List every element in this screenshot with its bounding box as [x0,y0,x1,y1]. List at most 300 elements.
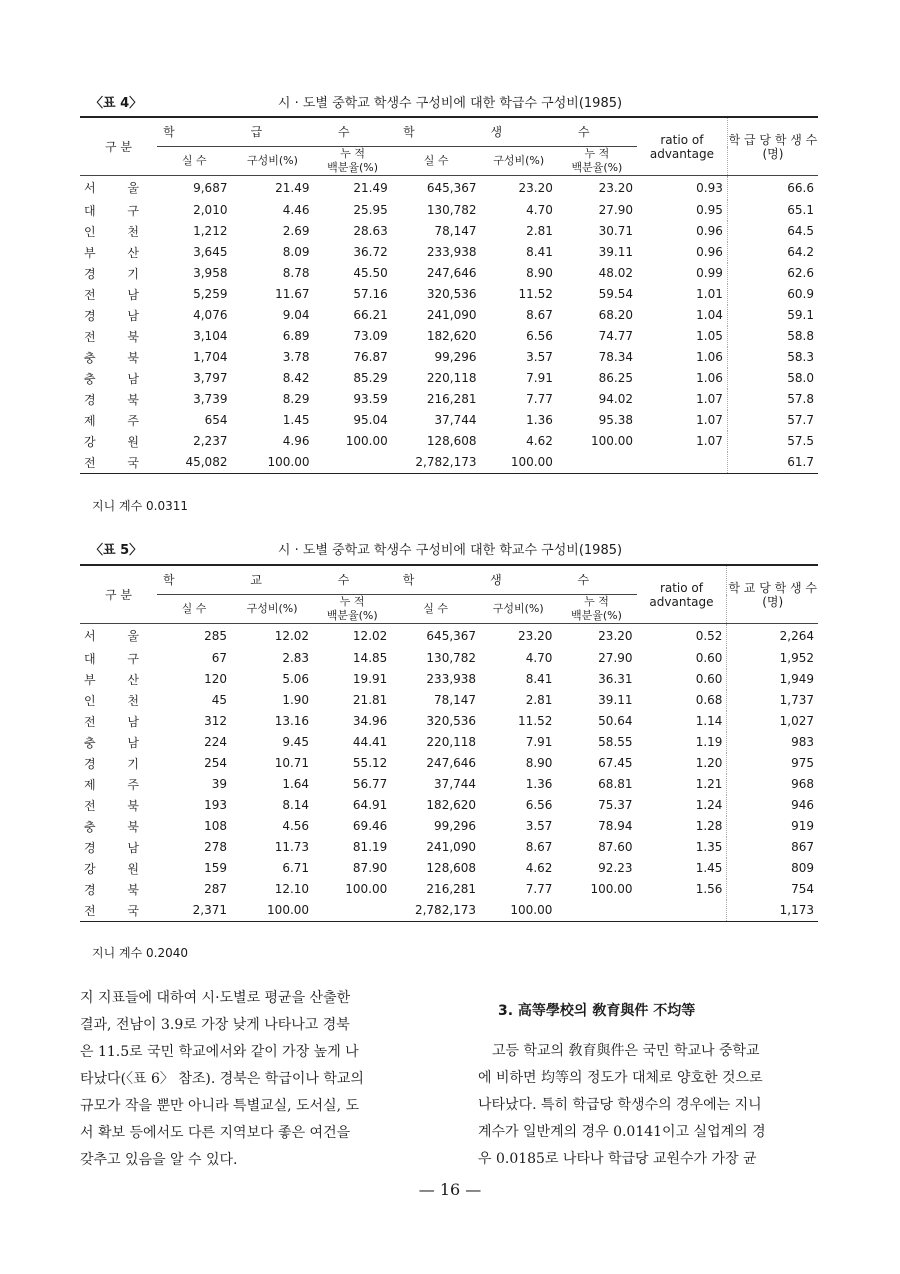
table-cell: 8.78 [282,266,310,280]
table-cell: 4.96 [282,434,310,448]
right-text-line: 고등 학교의 敎育與件은 국민 학교나 중학교 [492,1043,760,1059]
table-cell: 4.62 [526,434,553,448]
table5-sub-cum-schools-bottom: 백분율(%) [326,609,378,622]
table-cell: 1.45 [282,413,310,427]
table-cell: 3,958 [193,266,228,280]
table-cell: 39.11 [598,245,633,259]
table-cell: 75.37 [598,798,633,812]
table5 [80,564,818,922]
table-cell: 2,782,173 [392,452,481,474]
table-cell: 128,608 [426,861,477,875]
table-cell: 2,010 [193,203,228,217]
table5-title: 시 · 도별 중학교 학생수 구성비에 대한 학교수 구성비(1985) [277,543,623,558]
table-cell: 64.2 [727,242,818,263]
table-cell: 21.49 [353,180,388,195]
region-cell: 경 북 [84,392,153,407]
table-cell: 39 [211,777,228,791]
table4-sub-cum-students [557,147,637,176]
table-cell: 287 [204,882,228,896]
table-cell [557,452,637,474]
region-cell: 경 기 [84,266,153,281]
table-cell: 1.01 [696,287,723,301]
table-cell: 8.29 [282,392,310,406]
table-cell: 809 [727,858,818,879]
region-cell: 전 국 [80,452,157,474]
table-cell: 278 [204,840,228,854]
table5-col-gubun: 구 분 [80,565,157,624]
table-cell: 1.24 [695,798,723,812]
table-cell: 7.91 [526,371,553,385]
table-cell: 3,797 [193,371,228,385]
table-cell: 968 [727,774,818,795]
table5-sub-cum-students-top: 누 적 [584,595,609,608]
table5-col-advantage: ratio of advantage [637,565,727,624]
table-cell: 64.91 [352,798,388,812]
table-cell: 7.91 [525,735,553,749]
table-row [80,368,818,389]
table-cell: 8.41 [525,672,553,686]
table-cell: 241,090 [426,308,477,322]
table-cell: 130,782 [426,651,477,665]
table-cell: 1.06 [696,371,723,385]
table-cell: 1,737 [727,690,818,711]
table-cell: 94.02 [598,392,633,406]
table-cell: 1,173 [727,900,818,922]
table-cell: 85.29 [353,371,388,385]
table-cell: 73.09 [353,329,388,343]
table-cell: 975 [727,753,818,774]
table5-sub-count-schools: 실 수 [157,595,231,624]
table-cell: 56.77 [352,777,388,791]
table-cell: 3.57 [525,819,553,833]
table-cell: 48.02 [598,266,633,280]
table-cell: 1,027 [727,711,818,732]
table-cell [556,900,636,922]
table-cell: 224 [204,735,228,749]
table-cell: 58.0 [727,368,818,389]
table-cell: 68.20 [598,308,633,322]
table-cell: 254 [204,756,228,770]
table-cell: 59.54 [598,287,633,301]
table-cell: 39.11 [598,693,633,707]
left-text-line: 갖추고 있음을 알 수 있다. [80,1152,238,1168]
table-cell: 95.04 [353,413,388,427]
table-cell: 320,536 [426,714,477,728]
table-cell: 100.00 [590,882,633,896]
region-cell: 제 주 [84,413,153,428]
table-cell: 2.83 [282,651,310,665]
table-cell: 69.46 [352,819,388,833]
page-number: — 16 — [418,1180,482,1199]
table-cell: 1.05 [696,329,723,343]
table-cell: 8.09 [282,245,310,259]
table-cell: 37,744 [434,777,477,791]
table-cell: 60.9 [727,284,818,305]
table-cell: 216,281 [426,392,477,406]
table-cell: 78,147 [434,224,477,238]
table-row [80,242,818,263]
table-cell: 67 [211,651,228,665]
table-cell: 285 [204,628,228,643]
table4-sub-ratio-students: 구성비(%) [480,147,556,176]
table-row [80,795,818,816]
table-row [80,305,818,326]
left-text-line: 은 11.5로 국민 학교에서와 같이 가장 높게 나 [80,1044,359,1060]
table-cell: 27.90 [598,651,633,665]
table-cell: 2,782,173 [391,900,480,922]
table-cell: 6.56 [526,329,553,343]
table-cell: 8.90 [526,266,553,280]
region-cell: 전 국 [80,900,157,922]
table-cell: 12.10 [274,882,310,896]
table-row [80,221,818,242]
table-cell: 220,118 [426,371,477,385]
table-cell: 0.96 [696,245,723,259]
table-cell: 62.6 [727,263,818,284]
table-row [80,690,818,711]
table5-sub-count-students: 실 수 [391,595,480,624]
region-cell: 강 원 [84,861,153,876]
table-cell: 5,259 [193,287,228,301]
table-cell: 78,147 [434,693,477,707]
table-cell: 86.25 [598,371,633,385]
table-cell: 312 [204,714,228,728]
table-cell: 57.7 [727,410,818,431]
table-cell: 59.1 [727,305,818,326]
table4-sub-cum-students-top: 누 적 [584,147,610,160]
table-row [80,326,818,347]
table-cell: 11.52 [518,714,553,728]
table-cell: 25.95 [353,203,388,217]
table-cell: 1.07 [696,392,723,406]
table-cell: 65.1 [727,200,818,221]
table5-gini: 지니 계수 0.2040 [92,946,188,960]
table-cell: 6.56 [525,798,553,812]
table-cell: 87.90 [352,861,388,875]
region-cell: 전 남 [84,287,153,302]
table-cell: 6.89 [282,329,310,343]
table-cell: 919 [727,816,818,837]
table-cell: 58.8 [727,326,818,347]
table-cell: 0.60 [695,672,723,686]
table-row [80,347,818,368]
table-cell: 100.00 [345,882,388,896]
table4 [80,116,818,474]
left-text-column [80,985,450,1174]
table-cell: 10.71 [274,756,310,770]
table-row [80,837,818,858]
table-cell: 320,536 [426,287,477,301]
table-cell: 11.67 [275,287,310,301]
table4-col-per-class: 학 급 당 학 생 수 (명) [727,117,818,176]
table-cell: 1.19 [695,735,723,749]
table-row [80,452,818,474]
table-cell: 1.21 [695,777,723,791]
table-cell: 87.60 [598,840,633,854]
table-row [80,732,818,753]
table-cell: 8.90 [525,756,553,770]
right-text-column [478,1038,823,1173]
right-text-line: 우 0.0185로 나타나 학급당 교원수가 가장 균 [478,1151,757,1167]
table-cell: 220,118 [426,735,477,749]
table-cell: 30.71 [598,224,633,238]
table-row [80,200,818,221]
table5-sub-cum-schools-top: 누 적 [339,595,365,608]
right-text-line: 에 비하면 均等의 정도가 대체로 양호한 것으로 [478,1070,763,1086]
table-cell: 37,744 [434,413,477,427]
table-cell: 14.85 [352,651,388,665]
table-cell: 1.14 [695,714,723,728]
table-cell: 93.59 [353,392,388,406]
table4-sub-count-students: 실 수 [392,147,481,176]
table5-group-students: 학 생 수 [391,565,636,595]
region-cell: 경 북 [84,882,153,897]
region-cell: 인 천 [84,693,153,708]
table-cell: 99,296 [434,350,477,364]
table-cell: 27.90 [598,203,633,217]
table-cell: 81.19 [352,840,388,854]
table-row [80,774,818,795]
table4-col-advantage: ratio of advantage [637,117,727,176]
table4-sub-cum-classes-bottom: 백분율(%) [327,161,379,174]
table5-sub-cum-students [556,595,636,624]
table4-col-gubun: 구 분 [80,117,157,176]
table-cell: 1,704 [193,350,228,364]
table-cell: 1.35 [695,840,723,854]
table-cell: 182,620 [426,798,477,812]
table-row [80,410,818,431]
table-cell: 61.7 [727,452,818,474]
table4-body [80,176,818,474]
region-cell: 충 남 [84,735,153,750]
table-cell: 8.14 [282,798,310,812]
table-cell: 100.00 [480,900,556,922]
table-cell: 983 [727,732,818,753]
table-row [80,669,818,690]
table-cell: 66.6 [727,176,818,200]
table-cell: 12.02 [274,628,310,643]
table-cell: 9.04 [282,308,310,322]
table-cell: 1.56 [695,882,723,896]
table-row [80,284,818,305]
table-cell: 8.41 [526,245,553,259]
table-cell: 11.52 [518,287,553,301]
table-cell: 1.45 [695,861,723,875]
table-cell [313,452,391,474]
table-cell: 1,952 [727,648,818,669]
table-cell: 1,212 [193,224,228,238]
table5-sub-ratio-schools: 구성비(%) [231,595,313,624]
table5-body [80,624,818,922]
table-row [80,753,818,774]
table-cell: 1.06 [696,350,723,364]
table-cell: 1.07 [696,434,723,448]
table-cell: 3,645 [193,245,228,259]
table-cell: 8.67 [526,308,553,322]
table-cell: 4,076 [193,308,228,322]
table-row [80,176,818,200]
table-cell: 182,620 [426,329,477,343]
table-cell: 2,264 [727,624,818,648]
region-cell: 경 기 [84,756,153,771]
left-text-line: 지 지표들에 대하여 시·도별로 평균을 산출한 [80,990,351,1006]
table5-sub-cum-students-bottom: 백분율(%) [571,609,622,622]
table-cell: 233,938 [426,245,477,259]
table4-sub-count-classes: 실 수 [157,147,231,176]
table-cell: 23.20 [518,180,553,195]
table4-group-students: 학 생 수 [392,117,637,147]
table-cell: 946 [727,795,818,816]
table-cell: 57.8 [727,389,818,410]
table5-col-per-school: 학 교 당 학 생 수 (명) [727,565,818,624]
table-cell: 36.31 [598,672,633,686]
table5-sub-ratio-students: 구성비(%) [480,595,556,624]
table-cell: 0.93 [696,180,723,195]
table-cell: 100.00 [231,452,313,474]
table-row [80,711,818,732]
table-cell: 34.96 [352,714,388,728]
left-text-line: 규모가 작을 뿐만 아니라 특별교실, 도서실, 도 [80,1098,360,1114]
table-cell: 23.20 [518,628,553,643]
table-cell: 5.06 [282,672,310,686]
table-cell: 241,090 [426,840,477,854]
table-cell: 216,281 [426,882,477,896]
region-cell: 전 남 [84,714,153,729]
table-cell: 3.78 [282,350,310,364]
table-cell: 11.73 [274,840,310,854]
table-cell: 58.3 [727,347,818,368]
table-row [80,879,818,900]
region-cell: 서 울 [84,181,153,196]
table-cell: 0.95 [696,203,723,217]
region-cell: 서 울 [84,629,153,644]
left-text-line: 타났다(〈표 6〉 참조). 경북은 학급이나 학교의 [80,1071,364,1087]
table-cell: 2.69 [282,224,310,238]
table-cell: 2,371 [157,900,231,922]
right-text-line: 계수가 일반계의 경우 0.0141이고 실업계의 경 [478,1124,766,1140]
region-cell: 제 주 [84,777,153,792]
table4-sub-cum-students-bottom: 백분율(%) [571,161,623,174]
table-cell: 1.64 [282,777,310,791]
table-cell: 92.23 [598,861,633,875]
region-cell: 전 북 [84,798,153,813]
table-cell: 36.72 [353,245,388,259]
table-row [80,900,818,922]
table-cell: 9.45 [282,735,310,749]
table-cell: 99,296 [434,819,477,833]
table-cell: 8.67 [525,840,553,854]
left-text-line: 서 확보 등에서도 다른 지역보다 좋은 여건을 [80,1125,351,1141]
right-text-line: 나타났다. 특히 학급당 학생수의 경우에는 지니 [478,1097,762,1113]
table-cell: 6.71 [282,861,310,875]
table-cell: 19.91 [352,672,388,686]
table-cell: 21.81 [352,693,388,707]
table5-number: 〈표 5〉 [90,543,143,558]
table-cell: 7.77 [526,392,553,406]
table-cell: 4.46 [282,203,310,217]
table-cell: 45,082 [157,452,231,474]
table-cell: 21.49 [275,180,310,195]
table-cell: 78.34 [598,350,633,364]
table-cell: 2,237 [193,434,228,448]
region-cell: 부 산 [84,672,153,687]
table-cell: 64.5 [727,221,818,242]
table-cell: 247,646 [426,756,477,770]
table-cell: 120 [204,672,228,686]
table-cell: 247,646 [426,266,477,280]
section-title: 3. 高等學校의 敎育與件 不均等 [498,1003,696,1019]
table-cell: 100.00 [345,434,388,448]
table-cell: 159 [204,861,228,875]
table-cell: 57.16 [353,287,388,301]
table-cell: 76.87 [353,350,388,364]
table4-group-classes: 학 급 수 [157,117,392,147]
table-cell: 23.20 [598,628,633,643]
table-cell: 4.70 [526,203,553,217]
table-cell: 1.28 [695,819,723,833]
table-cell: 654 [204,413,228,427]
table-cell: 8.42 [282,371,310,385]
table-cell: 74.77 [598,329,633,343]
table4-number: 〈표 4〉 [90,96,143,111]
table-cell: 0.52 [695,628,723,643]
table-row [80,858,818,879]
table-cell: 645,367 [426,180,477,195]
table-cell: 9,687 [193,180,228,195]
table-cell: 1,949 [727,669,818,690]
table-cell: 1.36 [525,777,553,791]
table-cell: 66.21 [353,308,388,322]
table-row [80,816,818,837]
table-cell: 3.57 [526,350,553,364]
table-cell: 1.36 [526,413,553,427]
table-row [80,648,818,669]
table-cell: 4.70 [525,651,553,665]
table-cell: 50.64 [598,714,633,728]
table-cell: 45.50 [353,266,388,280]
table-cell: 95.38 [598,413,633,427]
table-cell: 100.00 [480,452,556,474]
table-cell: 128,608 [426,434,477,448]
table-cell: 1.07 [696,413,723,427]
table5-group-schools: 학 교 수 [157,565,391,595]
region-cell: 대 구 [84,203,153,218]
region-cell: 경 남 [84,840,153,855]
table-cell: 0.68 [695,693,723,707]
table-cell: 100.00 [231,900,313,922]
table-cell: 28.63 [353,224,388,238]
region-cell: 충 북 [84,819,153,834]
table-cell: 57.5 [727,431,818,452]
table-cell: 67.45 [598,756,633,770]
table-cell: 108 [204,819,228,833]
table-row [80,263,818,284]
table-cell: 7.77 [525,882,553,896]
table-cell: 754 [727,879,818,900]
region-cell: 충 남 [84,371,153,386]
table-cell: 0.96 [696,224,723,238]
table4-title: 시 · 도별 중학교 학생수 구성비에 대한 학급수 구성비(1985) [277,96,623,111]
table-row [80,431,818,452]
table-cell: 12.02 [352,628,388,643]
table-cell: 0.99 [696,266,723,280]
table-cell: 78.94 [598,819,633,833]
table-cell [637,452,727,474]
table-cell: 1.04 [696,308,723,322]
table-cell: 130,782 [426,203,477,217]
region-cell: 경 남 [84,308,153,323]
table-cell: 45 [211,693,228,707]
